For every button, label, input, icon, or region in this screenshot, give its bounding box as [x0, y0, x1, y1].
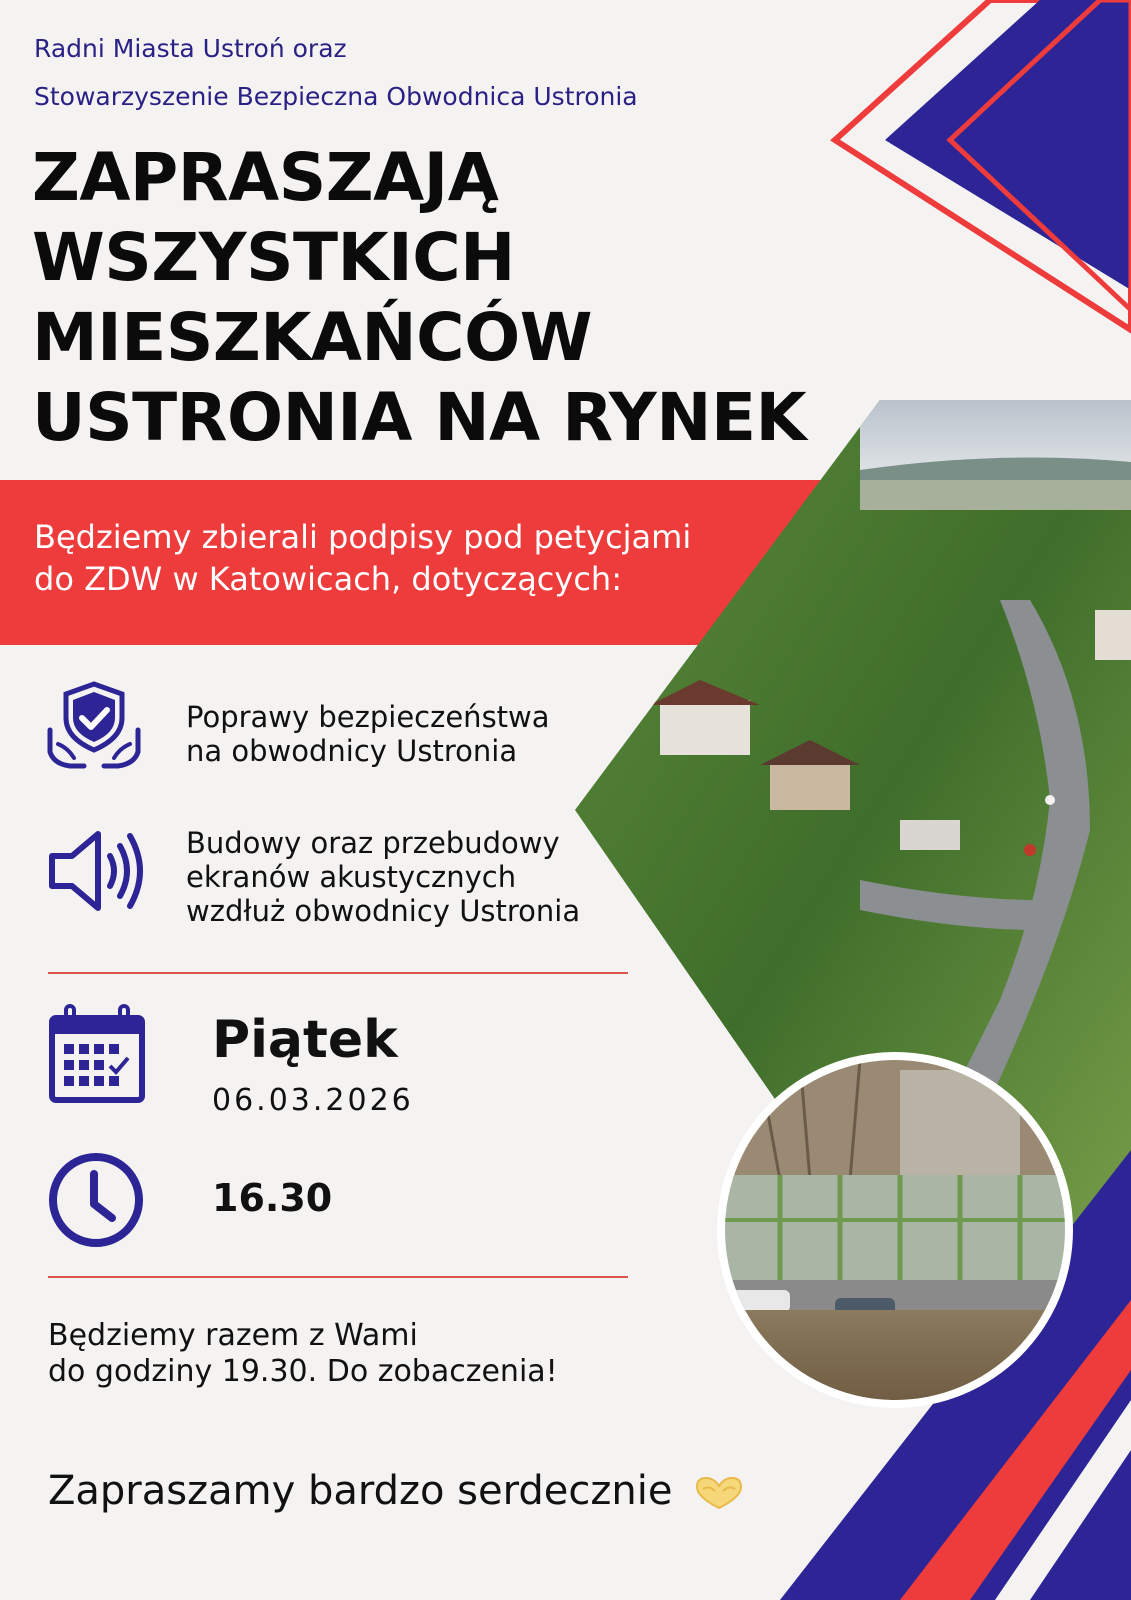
- footer-text: Zapraszamy bardzo serdecznie: [48, 1468, 673, 1514]
- calendar-icon: [48, 1004, 146, 1104]
- petition-line: na obwodnicy Ustronia: [186, 734, 518, 768]
- divider-bottom: [48, 1276, 628, 1278]
- banner-line: Będziemy zbierali podpisy pod petycjami: [34, 518, 692, 556]
- petition-line: Poprawy bezpieczeństwa: [186, 700, 550, 734]
- clock-icon: [46, 1150, 146, 1250]
- heart-hands-icon: [693, 1475, 745, 1511]
- petition-line: wzdłuż obwodnicy Ustronia: [186, 894, 581, 928]
- footer-invitation: [48, 1468, 745, 1514]
- petition-line: Budowy oraz przebudowy: [186, 826, 560, 860]
- shield-check-hands-icon: [44, 680, 144, 772]
- headline-line: MIESZKAŃCÓW: [32, 299, 593, 376]
- closing-line: do godziny 19.30. Do zobaczenia!: [48, 1354, 558, 1389]
- headline: [32, 138, 806, 458]
- closing-line: Będziemy razem z Wami: [48, 1318, 418, 1353]
- petition-item-acoustic-screens: [186, 826, 580, 928]
- banner-text: [34, 516, 834, 600]
- event-day: Piątek: [212, 1010, 398, 1070]
- event-time: 16.30: [212, 1176, 333, 1220]
- petition-line: ekranów akustycznych: [186, 860, 517, 894]
- organizers-line-2: Stowarzyszenie Bezpieczna Obwodnica Ustronia: [34, 82, 638, 111]
- headline-line: WSZYSTKICH: [32, 219, 515, 296]
- closing-text: [48, 1318, 558, 1390]
- speaker-sound-icon: [46, 826, 146, 916]
- banner-line: do ZDW w Katowicach, dotyczących:: [34, 560, 622, 598]
- event-date: 06.03.2026: [212, 1083, 414, 1118]
- top-right-decoration: [835, 0, 1131, 330]
- organizers-line-1: Radni Miasta Ustroń oraz: [34, 34, 347, 63]
- headline-line: USTRONIA NA RYNEK: [32, 379, 807, 456]
- divider-top: [48, 972, 628, 974]
- headline-line: ZAPRASZAJĄ: [32, 139, 499, 216]
- petition-item-safety: [186, 700, 550, 768]
